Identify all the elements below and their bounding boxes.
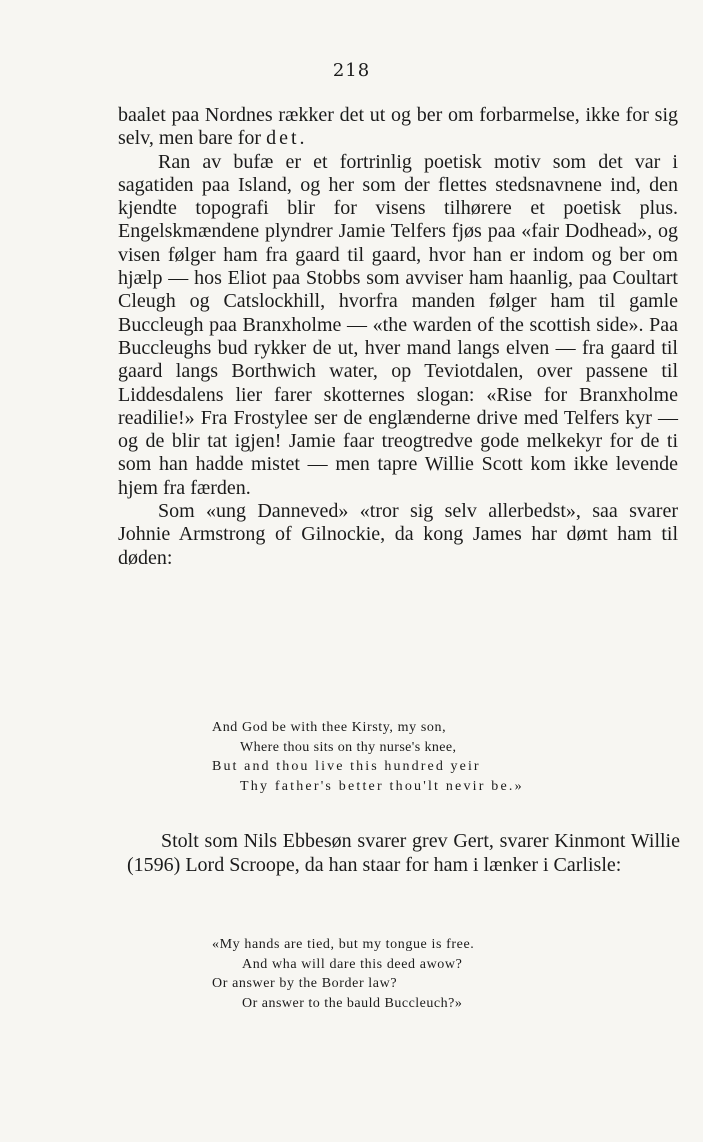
body-text-kinmont	[127, 830, 680, 877]
body-text	[118, 104, 678, 570]
verse-line: And wha will dare this deed awow?	[242, 956, 463, 972]
paragraph-cattle-raid: Ran av bufæ er et fortrinlig poetisk motiv som det var i sagatiden paa Island, og her som der flettes stedsnavnene ind, den kjendte topografi blir for visens tilhørere et poetisk plus. Engelskmændene plyndrer Jamie Telfers fjøs paa «fair Dodhead», og visen følger ham fra gaard til gaard, hvor han er indom og ber om hjælp — hos Eliot paa Stobbs som avviser ham haanlig, paa Coultart Cleugh og Catslockhill, hvorfra manden følger ham til gamle Buccleugh paa Branxholme — «the warden of the scottish side». Paa Buccleughs bud rykker de ut, hver mand langs elven — fra gaard til gaard langs Borthwich water, op Teviotdalen, over passene til Liddesdalens lier farer skotternes slogan: «Rise for Branxholme readilie!» Fra Frostylee ser de englænderne drive med Telfers kyr — og de blir tat igjen! Jamie faar treogtredve gode melkekyr for de ti som han hadde mistet — men tapre Willie Scott kom ikke levende hjem fra færden.	[118, 150, 678, 499]
page-number: 218	[332, 60, 371, 81]
verse-line: And God be with thee Kirsty, my son,	[212, 720, 447, 735]
verse-line: Thy father's better thou'lt nevir be.»	[240, 778, 524, 794]
verse-line: «My hands are tied, but my tongue is free.	[212, 937, 475, 952]
verse-line: Or answer by the Border law?	[212, 976, 398, 991]
verse-line: But and thou live this hundred yeir	[212, 759, 481, 774]
paragraph-johnie-armstrong: Som «ung Danneved» «tror sig selv allerbedst», saa svarer Johnie Armstrong of Gilnockie, da kong James har dømt ham til døden:	[118, 500, 678, 569]
paragraph-kinmont-willie: Stolt som Nils Ebbesøn svarer grev Gert, svarer Kinmont Willie (1596) Lord Scroope, da han staar for ham i lænker i Carlisle:	[127, 830, 680, 876]
emphasis-det: det	[266, 127, 300, 150]
paragraph-1-end: .	[299, 127, 305, 150]
paragraph-1-text: baalet paa Nordnes rækker det ut og ber om forbarmelse, ikke for sig selv, men bare for	[118, 104, 678, 150]
verse-line: Or answer to the bauld Buccleuch?»	[242, 995, 463, 1011]
verse-kinmont-willie	[212, 935, 474, 1013]
verse-johnie-armstrong	[212, 718, 524, 796]
verse-line: Where thou sits on thy nurse's knee,	[240, 739, 457, 755]
paragraph-continuation	[118, 104, 678, 151]
